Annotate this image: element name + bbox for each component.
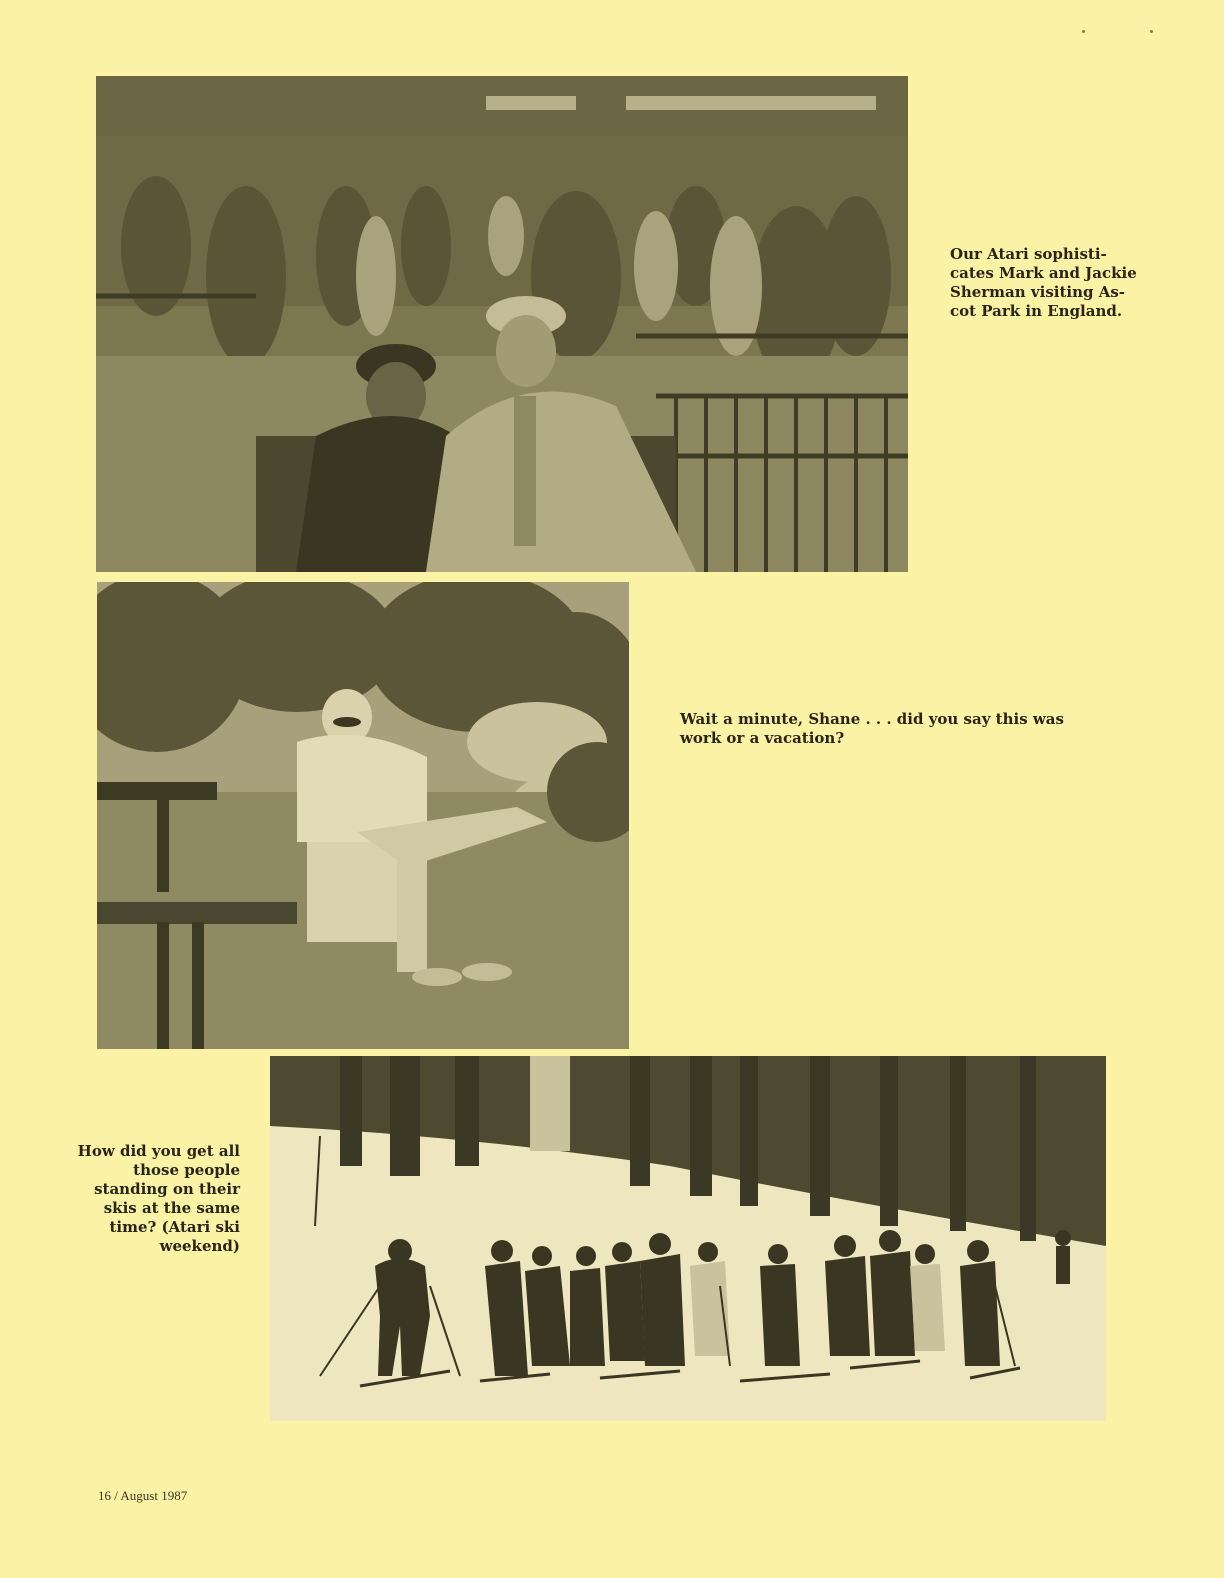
paper-speck (1150, 30, 1153, 33)
ascot-park-photo (96, 76, 908, 572)
shane-garden-photo (97, 582, 629, 1049)
paper-speck (1082, 30, 1085, 33)
ascot-park-photo-image (96, 76, 908, 572)
ski-weekend-photo (270, 1056, 1106, 1421)
ski-caption: How did you get all those people standing on their skis at the same time? (Atari ski weekend) (77, 1142, 240, 1255)
shane-garden-photo-image (97, 582, 629, 1049)
shane-caption: Wait a minute, Shane . . . did you say this was work or a vacation? (680, 710, 1064, 747)
ascot-caption: Our Atari sophisti- cates Mark and Jackie Sherman visiting As- cot Park in England. (950, 245, 1137, 320)
page-number-date: 16 / August 1987 (98, 1488, 188, 1503)
ski-weekend-photo-image (270, 1056, 1106, 1421)
